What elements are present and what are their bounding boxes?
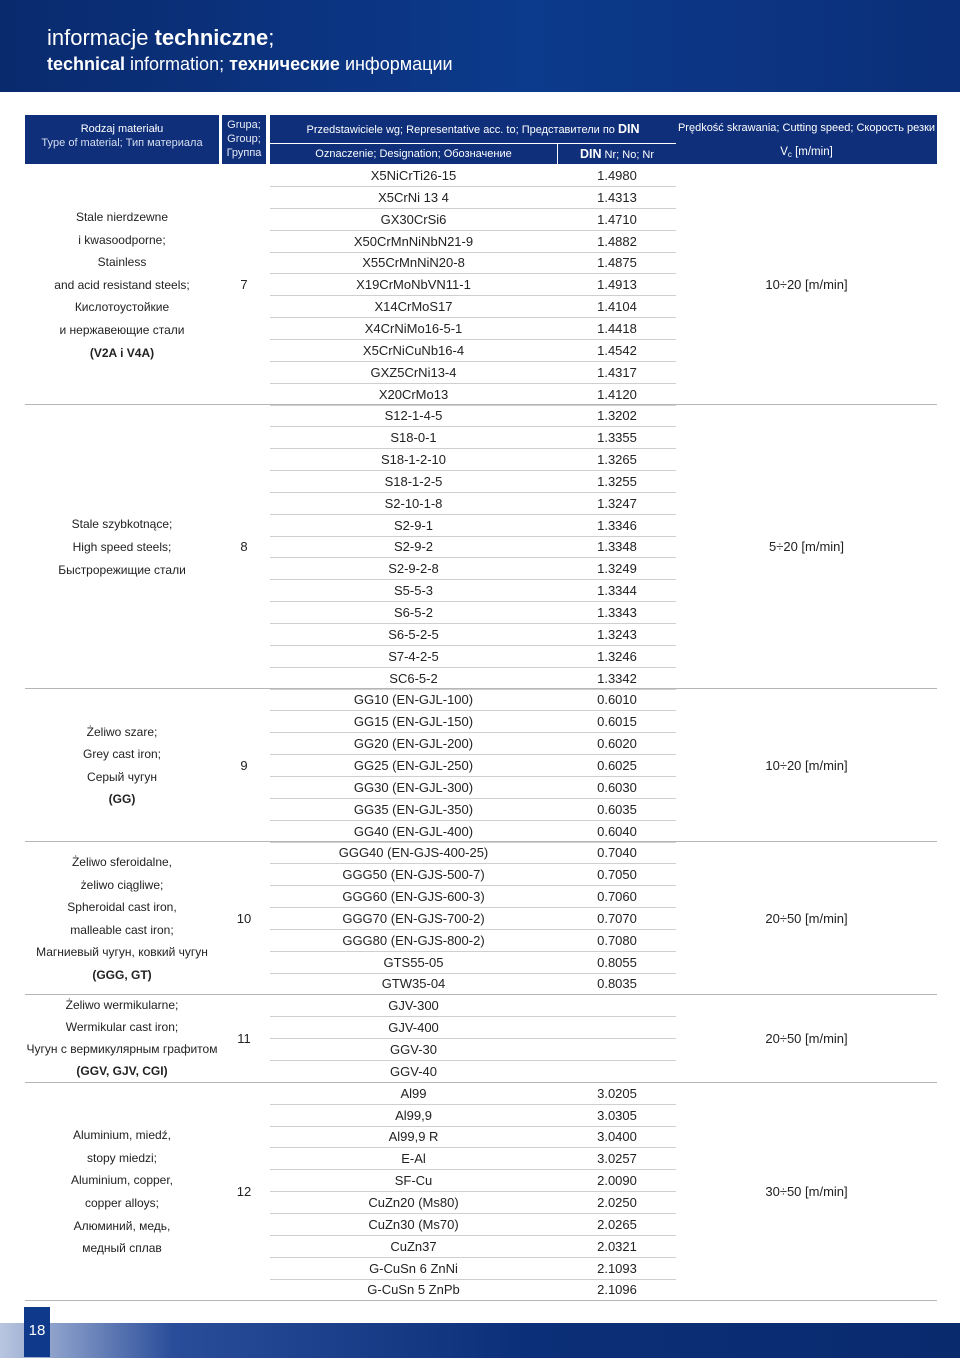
din-number: 1.4980 — [597, 168, 637, 183]
din-number: 1.4418 — [597, 320, 637, 336]
din-number: 1.3342 — [597, 670, 637, 686]
group-number: 8 — [240, 539, 248, 555]
material-designation: CuZn37 — [390, 1238, 437, 1254]
cutting-speed-value: 20÷50 [m/min] — [765, 1031, 848, 1046]
material-type-line: Серый чугун — [87, 769, 157, 784]
material-type-line: stopy miedzi; — [86, 1150, 158, 1165]
table-row — [270, 471, 676, 493]
table-row — [270, 274, 676, 296]
table-row — [270, 930, 676, 952]
table-row — [270, 1017, 676, 1039]
header-text: информации — [339, 54, 453, 74]
material-designation: S6-5-2 — [393, 605, 434, 620]
cutting-speed-value: 20÷50 [m/min] — [765, 910, 848, 926]
cutting-speed-value: 5÷20 [m/min] — [768, 539, 845, 555]
material-designation: GG15 (EN-GJL-150) — [353, 714, 474, 730]
material-designation: CuZn20 (Ms80) — [368, 1194, 459, 1210]
table-row — [270, 449, 676, 471]
table-row — [270, 580, 676, 602]
column-header-material — [25, 115, 219, 164]
din-number: 0.8055 — [597, 954, 637, 970]
table-row — [270, 733, 676, 755]
material-designation: GG20 (EN-GJL-200) — [353, 736, 474, 752]
din-number: 0.7050 — [597, 867, 637, 883]
group-number: 7 — [240, 277, 248, 293]
material-type-line: Żeliwo szare; — [86, 724, 158, 739]
din-number: 0.6040 — [597, 823, 637, 839]
group-number: 11 — [237, 1031, 251, 1046]
material-designation: GX30CrSi6 — [380, 211, 447, 227]
table-row — [270, 384, 676, 406]
table-row — [270, 908, 676, 930]
material-designation: GTS55-05 — [383, 954, 444, 970]
material-designation: GJV-400 — [388, 1020, 439, 1036]
material-designation: G-CuSn 6 ZnNi — [369, 1260, 458, 1276]
material-designation: GGG70 (EN-GJS-700-2) — [342, 910, 485, 926]
table-row — [270, 1214, 676, 1236]
material-type-line: Wermikular cast iron; — [65, 1020, 179, 1035]
table-row — [270, 1148, 676, 1170]
din-number: 1.4882 — [597, 233, 637, 249]
material-designation: CuZn30 (Ms70) — [368, 1216, 459, 1232]
table-row — [270, 1279, 676, 1301]
cutting-speed-value: 10÷20 [m/min] — [765, 277, 848, 293]
material-type-line: Stale nierdzewne — [75, 210, 169, 225]
table-row — [270, 777, 676, 799]
din-number: 0.8035 — [597, 976, 637, 992]
table-row — [270, 689, 676, 711]
table-row — [270, 1105, 676, 1127]
din-number: 2.1093 — [597, 1260, 637, 1276]
material-designation: E-Al — [401, 1151, 426, 1167]
group-separator — [25, 1300, 937, 1301]
material-designation: GGV-30 — [390, 1042, 437, 1057]
table-row — [270, 602, 676, 624]
din-number: 1.3202 — [597, 408, 637, 424]
table-row — [270, 1061, 676, 1083]
din-number: 0.6025 — [597, 757, 637, 773]
table-row — [270, 209, 676, 231]
din-number: 1.4104 — [597, 299, 637, 315]
material-type-line: malleable cast iron; — [70, 922, 174, 937]
material-designation: X20CrMo13 — [378, 386, 449, 402]
table-row — [270, 1170, 676, 1192]
material-type-cell — [25, 995, 219, 1082]
table-row — [270, 493, 676, 515]
material-type-line: медный сплав — [82, 1241, 162, 1256]
material-type-line: (GG) — [108, 792, 136, 807]
material-type-line: (GGG, GT) — [92, 967, 152, 982]
table-row — [270, 515, 676, 537]
din-number: 0.6020 — [597, 736, 637, 752]
material-designation: GGV-40 — [390, 1063, 437, 1079]
column-header-label: Type of material; Тип материала — [41, 137, 203, 149]
table-row — [270, 1236, 676, 1258]
table-row — [270, 711, 676, 733]
table-row — [270, 624, 676, 646]
table-row — [270, 252, 676, 274]
table-row — [270, 296, 676, 318]
material-designation: GGG50 (EN-GJS-500-7) — [342, 867, 485, 883]
material-type-line: Stale szybkotnące; — [71, 517, 173, 532]
column-header-label: Nr; No; Nr — [601, 149, 655, 161]
table-row — [270, 165, 676, 187]
din-number: 3.0305 — [597, 1107, 637, 1123]
column-header-label: [m/min] — [791, 146, 833, 158]
din-number: 2.0321 — [597, 1238, 637, 1254]
material-designation: S2-9-2-8 — [388, 561, 439, 577]
material-designation: GG10 (EN-GJL-100) — [353, 692, 474, 708]
column-header-din-number — [558, 144, 676, 164]
din-number: 1.3243 — [597, 626, 637, 642]
material-type-line: Stainless — [97, 255, 147, 270]
column-header-label: Rodzaj materiału — [80, 123, 164, 135]
material-type-line: (V2A i V4A) — [89, 345, 155, 360]
din-number: 0.6030 — [597, 779, 637, 795]
material-type-cell — [25, 206, 219, 364]
column-header-label: DIN — [617, 122, 640, 136]
material-type-line: (GGV, GJV, CGI) — [76, 1063, 168, 1078]
page-footer — [0, 1323, 960, 1358]
header-text: ; — [268, 25, 275, 50]
din-number: 1.3255 — [597, 473, 637, 489]
din-number: 1.3246 — [597, 648, 637, 664]
din-number: 1.3343 — [597, 605, 637, 620]
header-text: informacje — [47, 25, 155, 50]
material-designation: GGG40 (EN-GJS-400-25) — [338, 845, 489, 861]
column-header-label: DIN — [579, 147, 602, 161]
material-designation: GJV-300 — [388, 998, 439, 1014]
material-type-line: Aluminium, miedź, — [72, 1128, 172, 1143]
din-number: 1.3346 — [597, 517, 637, 533]
din-number: 1.3249 — [597, 561, 637, 577]
table-row — [270, 952, 676, 974]
column-header-subscript: c — [787, 150, 792, 159]
din-number: 0.6015 — [597, 714, 637, 730]
material-designation: SF-Cu — [394, 1173, 433, 1189]
group-number: 12 — [236, 1183, 252, 1199]
material-type-line: Żeliwo sferoidalne, — [71, 855, 173, 870]
page-header — [0, 0, 960, 92]
material-designation: S18-1-2-10 — [380, 452, 447, 468]
table-row — [270, 558, 676, 580]
din-number: 1.4120 — [597, 386, 637, 402]
material-type-line: и нержавеющие стали — [59, 323, 185, 338]
material-designation: GG25 (EN-GJL-250) — [353, 757, 474, 773]
material-designation: X5CrNiCuNb16-4 — [362, 342, 465, 358]
column-header-cutting-speed — [676, 115, 937, 164]
din-number: 0.6010 — [597, 692, 637, 708]
material-designation: GTW35-04 — [381, 976, 446, 992]
table-row — [270, 231, 676, 253]
column-header-label: Przedstawiciele wg; Representative acc. to; Представители по — [306, 124, 618, 136]
column-header-representatives — [270, 115, 676, 143]
material-designation: SC6-5-2 — [389, 670, 438, 686]
table-row — [270, 668, 676, 690]
material-type-line: High speed steels; — [72, 540, 172, 555]
table-row — [270, 405, 676, 427]
material-designation: S18-1-2-5 — [384, 473, 443, 489]
column-header-label: Grupa; — [227, 119, 261, 131]
material-designation: S2-9-1 — [393, 517, 434, 533]
material-designation: GG35 (EN-GJL-350) — [353, 801, 474, 817]
cutting-speed-value: 10÷20 [m/min] — [765, 757, 848, 773]
header-title-line1 — [47, 24, 274, 52]
column-header-label: Oznaczenie; Designation; Обозначение — [315, 148, 512, 160]
din-number: 0.7080 — [597, 932, 637, 948]
page-number: 18 — [28, 1322, 46, 1339]
material-designation: GGG60 (EN-GJS-600-3) — [342, 889, 485, 905]
din-number: 2.0090 — [597, 1173, 637, 1189]
material-type-line: Кислотоустойкие — [74, 300, 170, 315]
table-row — [270, 536, 676, 558]
material-type-line: Grey cast iron; — [82, 747, 162, 762]
din-number: 3.0257 — [597, 1151, 637, 1167]
table-row — [270, 1039, 676, 1061]
din-number: 0.7070 — [597, 910, 637, 926]
header-text-bold: techniczne — [154, 25, 269, 50]
din-number: 1.3247 — [597, 495, 637, 511]
header-text-bold: технические — [229, 54, 340, 74]
material-designation: S6-5-2-5 — [388, 626, 439, 642]
table-row — [270, 1083, 676, 1105]
din-number: 1.3344 — [597, 583, 637, 599]
din-number: 3.0400 — [597, 1129, 637, 1145]
group-number: 9 — [240, 757, 248, 773]
material-type-line: and acid resistand steels; — [54, 277, 190, 292]
material-designation: X5NiCrTi26-15 — [370, 168, 457, 183]
material-type-cell — [25, 513, 219, 581]
column-header-label: Prędkość skrawania; Cutting speed; Скорость резки — [677, 122, 936, 134]
material-designation: X4CrNiMo16-5-1 — [364, 320, 463, 336]
table-row — [270, 1258, 676, 1280]
table-row — [270, 755, 676, 777]
material-type-cell — [25, 851, 219, 987]
header-text-bold: technical — [47, 54, 126, 74]
material-type-line: i kwasoodporne; — [78, 232, 166, 247]
material-designation: Al99 — [400, 1085, 427, 1101]
material-designation: GXZ5CrNi13-4 — [370, 364, 457, 380]
material-type-line: żeliwo ciągliwe; — [80, 877, 164, 892]
material-type-line: Алюминий, медь, — [73, 1218, 171, 1233]
material-designation: Al99,9 — [395, 1107, 432, 1123]
din-number: 0.7040 — [597, 845, 637, 861]
table-row — [270, 427, 676, 449]
din-number: 1.3348 — [597, 539, 637, 555]
material-designation: S2-10-1-8 — [384, 495, 443, 511]
din-number: 0.6035 — [597, 801, 637, 817]
material-type-line: Spheroidal cast iron, — [67, 900, 177, 915]
material-designation: Al99,9 R — [388, 1129, 439, 1145]
din-number: 1.4542 — [597, 342, 637, 358]
column-header-group — [222, 115, 266, 164]
din-number: 2.0265 — [597, 1216, 637, 1232]
material-designation: GGG80 (EN-GJS-800-2) — [342, 932, 485, 948]
material-designation: S18-0-1 — [390, 430, 437, 446]
table-row — [270, 821, 676, 843]
material-designation: S5-5-3 — [393, 583, 434, 599]
din-number: 2.0250 — [597, 1194, 637, 1210]
material-type-cell — [25, 1124, 219, 1260]
table-row — [270, 340, 676, 362]
material-type-line: Aluminium, copper, — [70, 1173, 174, 1188]
din-number: 1.4313 — [597, 189, 637, 205]
material-designation: X14CrMoS17 — [374, 299, 453, 315]
material-type-line: Магниевый чугун, ковкий чугун — [36, 945, 208, 960]
table-row — [270, 646, 676, 668]
table-row — [270, 799, 676, 821]
material-designation: S12-1-4-5 — [384, 408, 443, 424]
table-row — [270, 886, 676, 908]
din-number: 1.4913 — [597, 277, 637, 293]
material-designation: X50CrMnNiNbN21-9 — [353, 233, 474, 249]
material-designation: S7-4-2-5 — [388, 648, 439, 664]
material-designation: GG40 (EN-GJL-400) — [353, 823, 474, 839]
header-text: information; — [125, 54, 230, 74]
column-header-designation — [270, 144, 557, 164]
material-designation: GG30 (EN-GJL-300) — [353, 779, 474, 795]
material-type-line: Чугун с вермикулярным графитом — [26, 1041, 218, 1056]
table-row — [270, 1126, 676, 1148]
din-number: 0.7060 — [597, 889, 637, 905]
table-row — [270, 864, 676, 886]
table-row — [270, 995, 676, 1017]
table-row — [270, 1192, 676, 1214]
table-row — [270, 187, 676, 209]
table-row — [270, 318, 676, 340]
din-number: 1.4317 — [597, 364, 637, 380]
table-row — [270, 842, 676, 864]
material-designation: X19CrMoNbVN11-1 — [356, 277, 471, 293]
material-type-line: copper alloys; — [84, 1195, 160, 1210]
column-header-label: Группа — [226, 147, 262, 159]
group-number: 10 — [236, 910, 252, 926]
din-number: 3.0205 — [597, 1085, 637, 1101]
din-number: 1.3265 — [597, 452, 637, 468]
din-number: 2.1096 — [597, 1282, 637, 1298]
table-row — [270, 973, 676, 995]
material-designation: G-CuSn 5 ZnPb — [367, 1282, 460, 1298]
column-header-label: Group; — [227, 133, 261, 145]
cutting-speed-value: 30÷50 [m/min] — [765, 1183, 848, 1199]
din-number: 1.3355 — [597, 430, 637, 446]
material-designation: X55CrMnNiN20-8 — [362, 255, 465, 271]
material-type-line: Быстрорежищие стали — [58, 562, 186, 577]
material-type-line: Żeliwo wermikularne; — [65, 998, 179, 1013]
material-designation: X5CrNi 13 4 — [378, 189, 449, 205]
header-title-line2 — [47, 52, 453, 76]
column-header-label: V — [780, 146, 788, 158]
material-type-cell — [25, 721, 219, 811]
din-number: 1.4710 — [597, 211, 637, 227]
material-designation: S2-9-2 — [393, 539, 434, 555]
table-row — [270, 362, 676, 384]
din-number: 1.4875 — [597, 255, 637, 271]
